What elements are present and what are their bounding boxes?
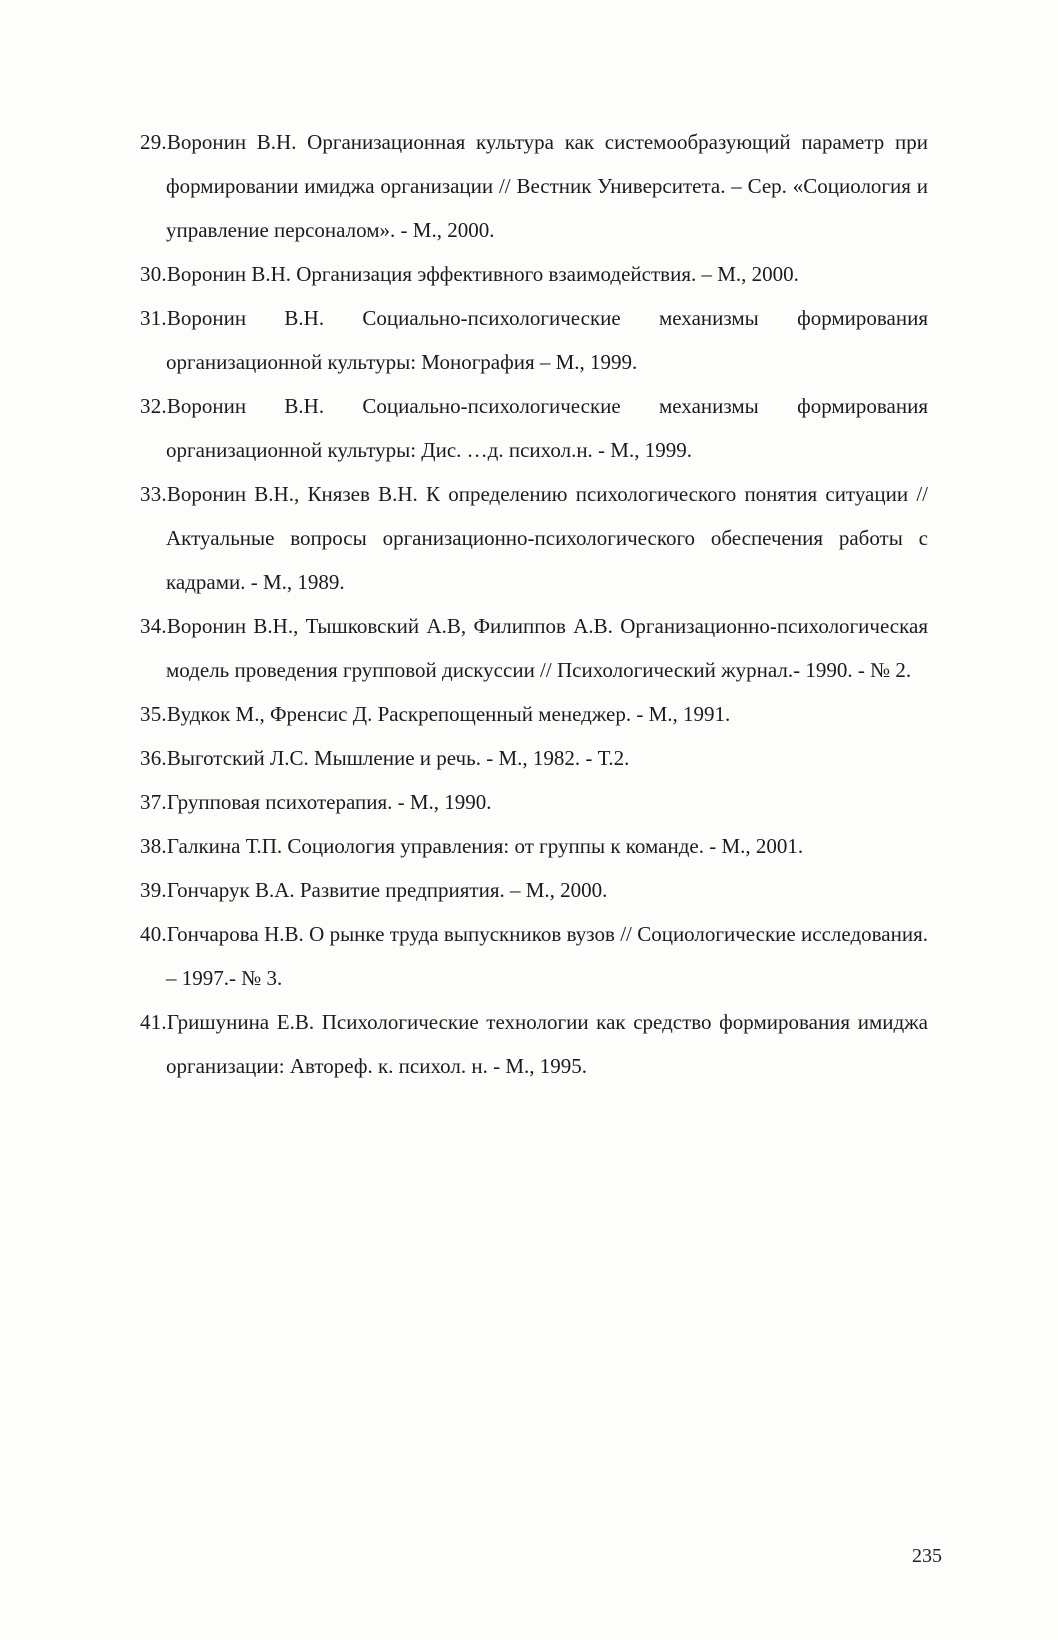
reference-number: 40. — [140, 922, 167, 946]
reference-item — [140, 252, 928, 296]
reference-number: 32. — [140, 394, 167, 418]
reference-item — [140, 604, 928, 692]
reference-item — [140, 120, 928, 252]
reference-item — [140, 472, 928, 604]
reference-number: 30. — [140, 262, 167, 286]
reference-item — [140, 296, 928, 384]
reference-number: 37. — [140, 790, 167, 814]
reference-item — [140, 780, 928, 824]
reference-text: Галкина Т.П. Социология управления: от группы к команде. - М., 2001. — [166, 834, 804, 858]
reference-item — [140, 1000, 928, 1088]
reference-number: 33. — [140, 482, 167, 506]
reference-number: 36. — [140, 746, 167, 770]
reference-item — [140, 692, 928, 736]
reference-text: Гришунина Е.В. Психологические технологии как средство формирования имиджа организации: Автореф. к. психол. н. - М., 1995. — [166, 1010, 928, 1078]
reference-item — [140, 912, 928, 1000]
reference-text: Воронин В.Н. Социально-психологические механизмы формирования организационной культуры: Монография – М., 1999. — [166, 306, 928, 374]
reference-text: Гончарова Н.В. О рынке труда выпускников вузов // Социологические исследования. – 1997.- № 3. — [166, 922, 928, 990]
reference-text: Гончарук В.А. Развитие предприятия. – М., 2000. — [166, 878, 608, 902]
reference-number: 31. — [140, 306, 167, 330]
reference-number: 41. — [140, 1010, 167, 1034]
reference-item — [140, 824, 928, 868]
reference-text: Вудкок М., Френсис Д. Раскрепощенный менеджер. - М., 1991. — [166, 702, 731, 726]
reference-number: 34. — [140, 614, 167, 638]
reference-list — [140, 120, 928, 1088]
reference-text: Воронин В.Н. Организация эффективного взаимодействия. – М., 2000. — [166, 262, 799, 286]
reference-text: Групповая психотерапия. - М., 1990. — [166, 790, 492, 814]
reference-item — [140, 384, 928, 472]
reference-text: Выготский Л.С. Мышление и речь. - М., 1982. - Т.2. — [166, 746, 630, 770]
reference-text: Воронин В.Н., Князев В.Н. К определению психологического понятия ситуации // Актуальные вопросы организационно-психологического обеспечения работы с кадрами. - М., 1989. — [166, 482, 928, 594]
reference-number: 38. — [140, 834, 167, 858]
reference-item — [140, 736, 928, 780]
reference-number: 39. — [140, 878, 167, 902]
page-number: 235 — [912, 1545, 942, 1567]
reference-number: 35. — [140, 702, 167, 726]
reference-item — [140, 868, 928, 912]
reference-text: Воронин В.Н. Организационная культура как системообразующий параметр при формировании имиджа организации // Вестник Университета. – Сер. «Социология и управление персоналом». - М., 2000. — [166, 130, 928, 242]
reference-text: Воронин В.Н. Социально-психологические механизмы формирования организационной культуры: Дис. …д. психол.н. - М., 1999. — [166, 394, 928, 462]
reference-number: 29. — [140, 130, 167, 154]
reference-text: Воронин В.Н., Тышковский А.В, Филиппов А.В. Организационно-психологическая модель проведения групповой дискуссии // Психологический журнал.- 1990. - № 2. — [166, 614, 928, 682]
